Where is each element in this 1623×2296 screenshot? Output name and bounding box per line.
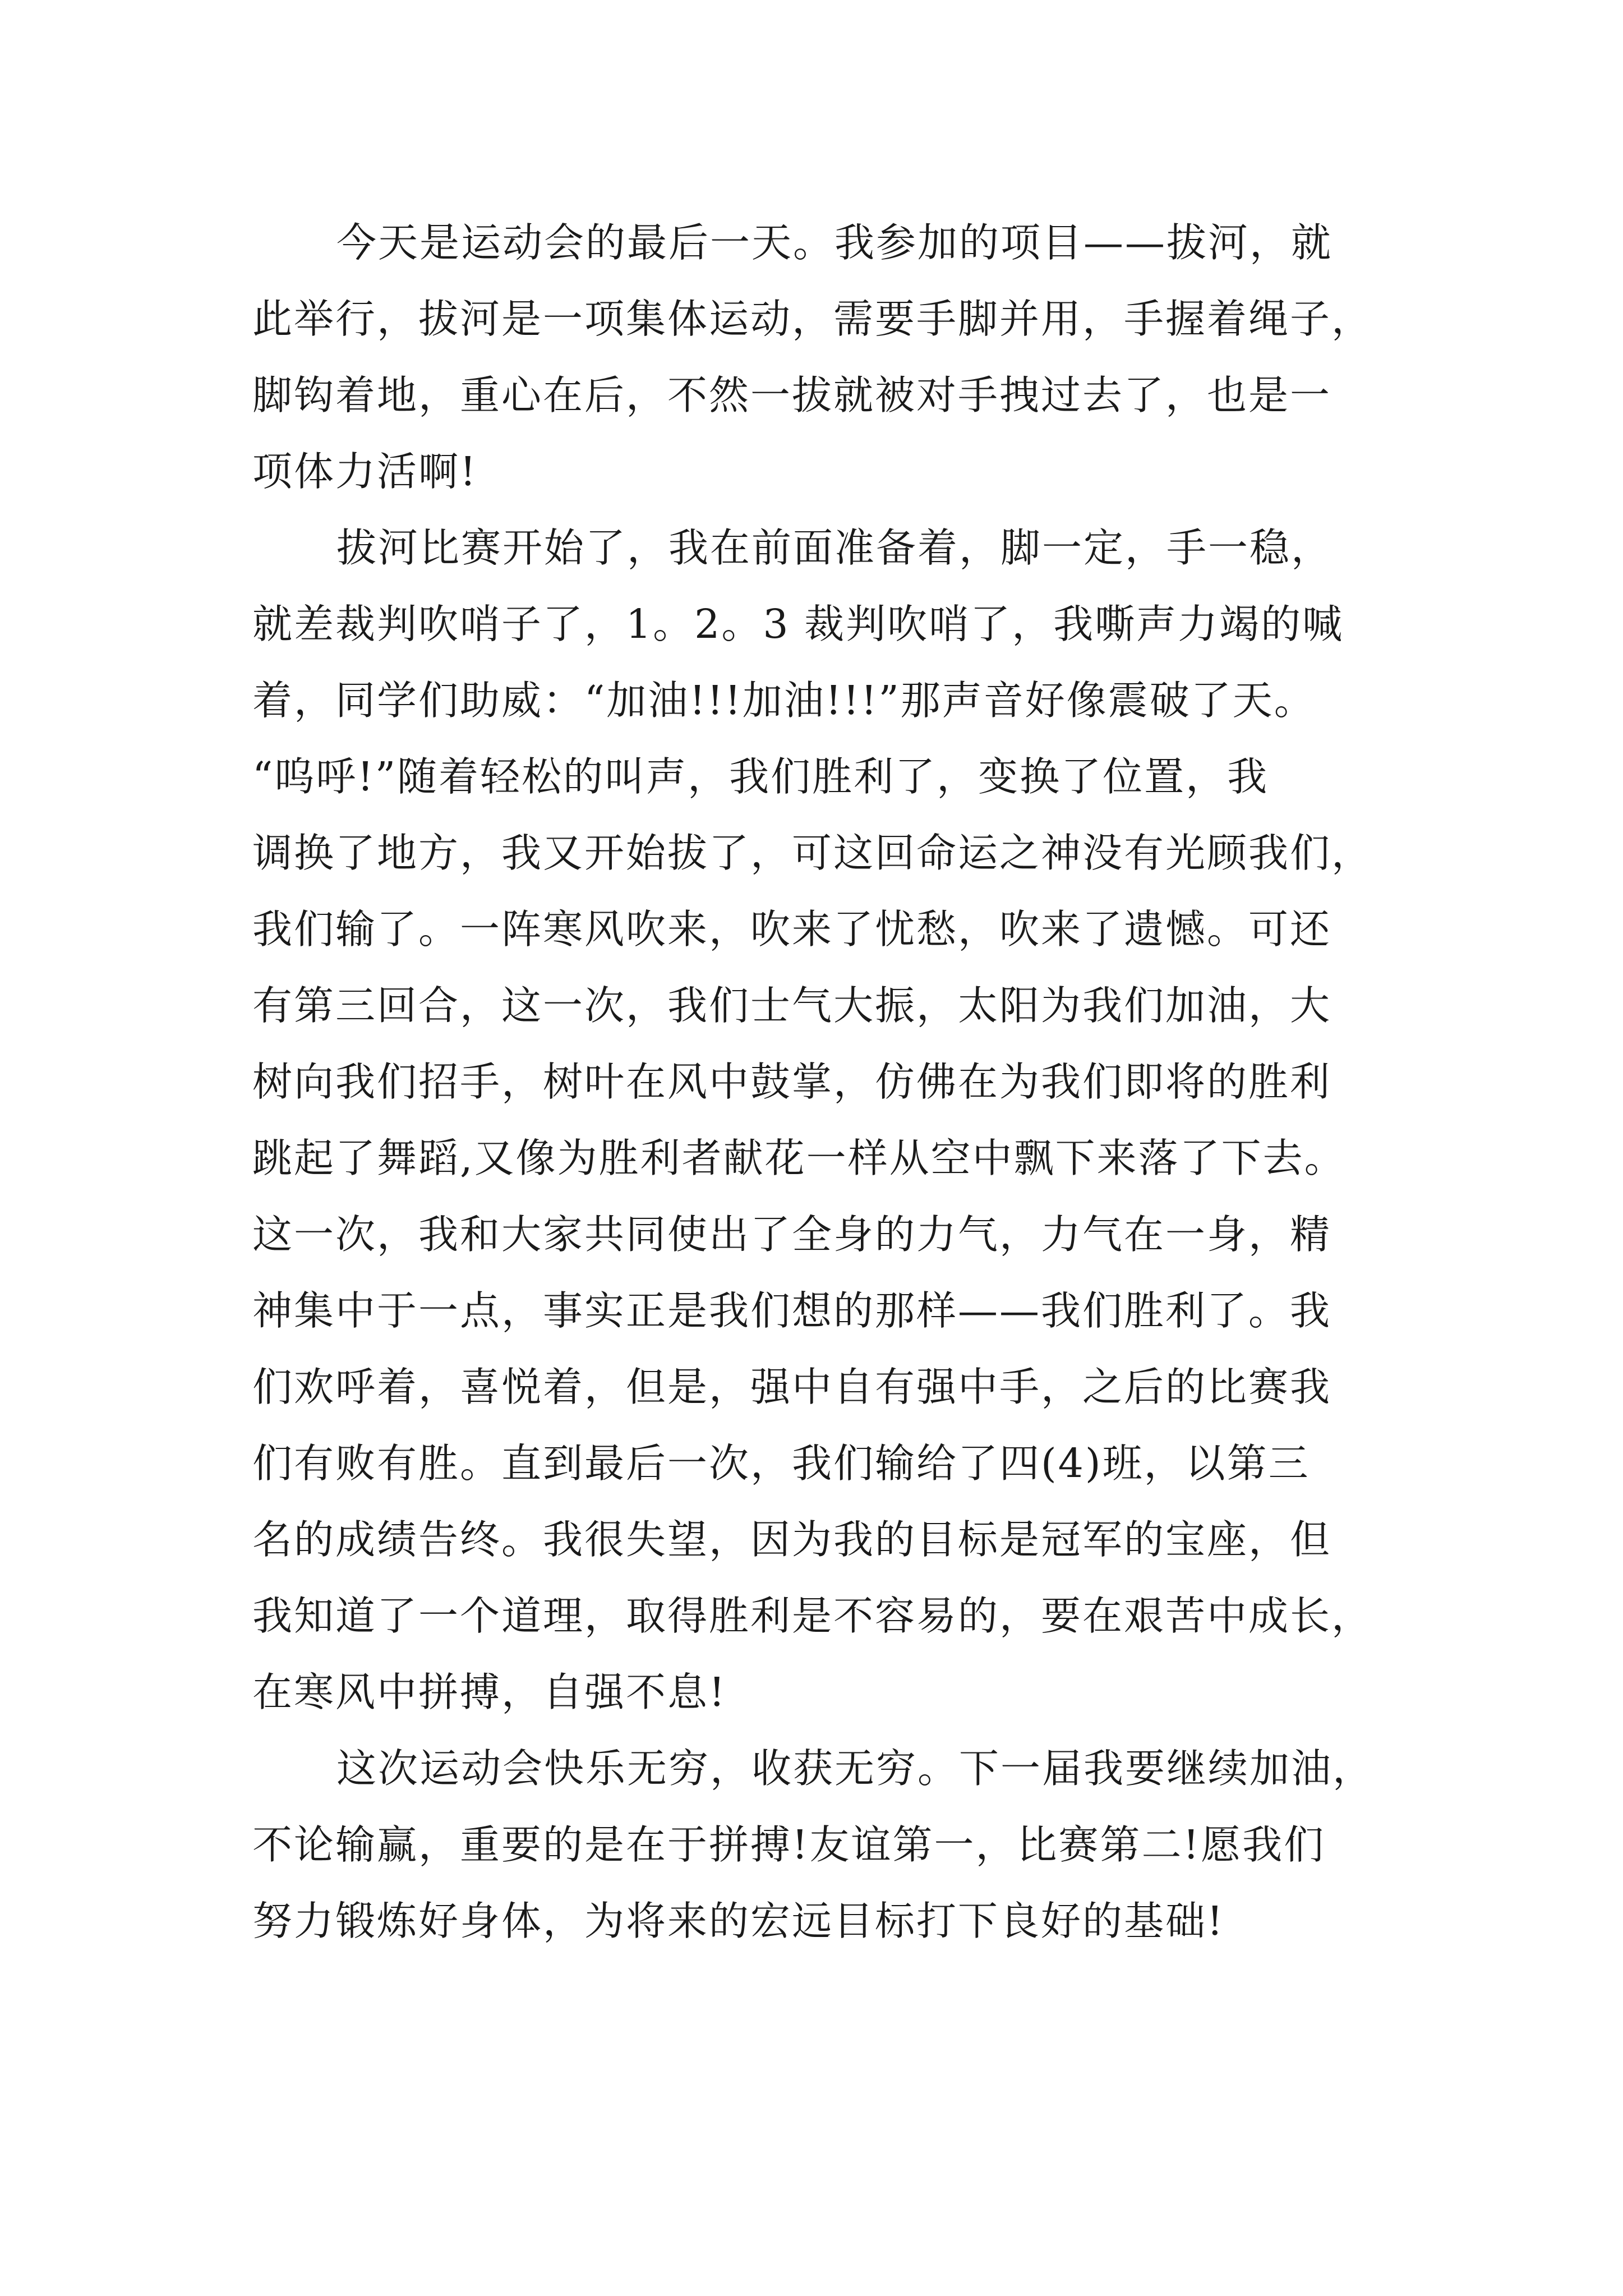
text-line: 着，同学们助威：“加油!!!加油!!!”那声音好像震破了天。 bbox=[252, 677, 1316, 724]
text-line: 名的成绩告终。我很失望，因为我的目标是冠军的宝座，但 bbox=[252, 1516, 1332, 1563]
text-line: 脚钩着地，重心在后，不然一拔就被对手拽过去了，也是一 bbox=[252, 372, 1332, 418]
text-line: 这一次，我和大家共同使出了全身的力气，力气在一身，精 bbox=[252, 1211, 1332, 1258]
text-line: 此举行，拔河是一项集体运动，需要手脚并用，手握着绳子， bbox=[252, 296, 1373, 342]
paragraph-2 bbox=[252, 510, 1430, 1731]
text-line: 我们输了。一阵寒风吹来，吹来了忧愁，吹来了遗憾。可还 bbox=[252, 906, 1332, 953]
text-line: “呜呼!”随着轻松的叫声，我们胜利了，变换了位置，我 bbox=[252, 753, 1269, 800]
text-line: 们欢呼着，喜悦着，但是，强中自有强中手，之后的比赛我 bbox=[252, 1364, 1332, 1410]
text-line: 树向我们招手，树叶在风中鼓掌，仿佛在为我们即将的胜利 bbox=[252, 1059, 1332, 1105]
text-line: 项体力活啊! bbox=[252, 448, 478, 495]
text-line: 这次运动会快乐无穷，收获无穷。下一届我要继续加油， bbox=[336, 1745, 1375, 1792]
text-line: 今天是运动会的最后一天。我参加的项目——拔河，就 bbox=[336, 219, 1333, 266]
text-line: 不论输赢，重要的是在于拼搏!友谊第一，比赛第二!愿我们 bbox=[252, 1821, 1326, 1868]
text-line: 我知道了一个道理，取得胜利是不容易的，要在艰苦中成长， bbox=[252, 1593, 1373, 1639]
text-line: 在寒风中拼搏，自强不息! bbox=[252, 1669, 727, 1715]
text-line: 就差裁判吹哨子了，1。2。3 裁判吹哨了，我嘶声力竭的喊 bbox=[252, 601, 1344, 647]
paragraph-1 bbox=[252, 205, 1430, 510]
text-line: 拔河比赛开始了，我在前面准备着，脚一定，手一稳， bbox=[336, 524, 1333, 571]
text-line: 有第三回合，这一次，我们士气大振，太阳为我们加油，大 bbox=[252, 982, 1332, 1029]
paragraph-3 bbox=[252, 1731, 1430, 1959]
text-line: 努力锻炼好身体，为将来的宏远目标打下良好的基础! bbox=[252, 1898, 1225, 1944]
text-line: 神集中于一点，事实正是我们想的那样——我们胜利了。我 bbox=[252, 1287, 1332, 1334]
document-body bbox=[252, 205, 1430, 1959]
text-line: 跳起了舞蹈,又像为胜利者献花一样从空中飘下来落了下去。 bbox=[252, 1135, 1346, 1181]
text-line: 调换了地方，我又开始拔了，可这回命运之神没有光顾我们， bbox=[252, 830, 1373, 876]
text-line: 们有败有胜。直到最后一次，我们输给了四(4)班，以第三 bbox=[252, 1440, 1310, 1487]
